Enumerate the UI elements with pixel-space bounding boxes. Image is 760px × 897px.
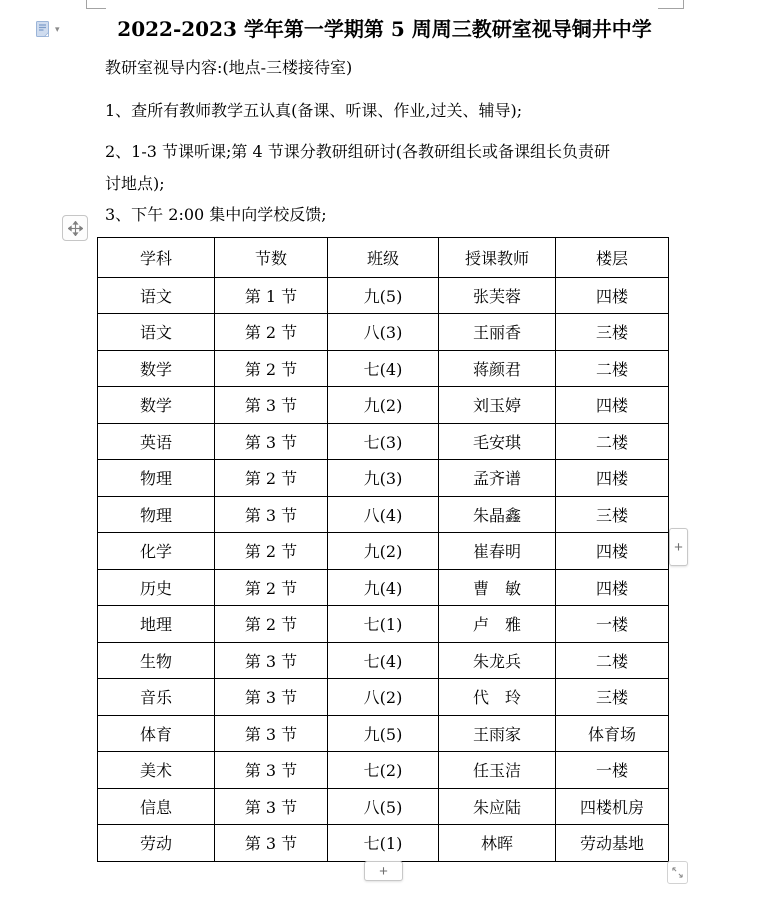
header-period[interactable]: 节数 <box>215 238 328 278</box>
header-teacher[interactable]: 授课教师 <box>439 238 556 278</box>
table-row <box>98 679 669 716</box>
table-row <box>98 606 669 643</box>
diagonal-resize-icon <box>671 866 684 879</box>
table-move-handle[interactable] <box>62 215 88 241</box>
table-cell[interactable]: 崔春明 <box>439 533 556 570</box>
table-cell[interactable]: 英语 <box>98 423 215 460</box>
table-cell[interactable]: 四楼 <box>556 277 669 314</box>
table-cell[interactable]: 七(4) <box>328 350 439 387</box>
paste-options-icon <box>34 20 52 39</box>
table-cell[interactable]: 物理 <box>98 460 215 497</box>
table-cell[interactable]: 三楼 <box>556 314 669 351</box>
table-cell[interactable]: 语文 <box>98 314 215 351</box>
table-cell[interactable]: 七(1) <box>328 825 439 862</box>
table-cell[interactable]: 三楼 <box>556 679 669 716</box>
table-cell[interactable]: 九(2) <box>328 533 439 570</box>
table-cell[interactable]: 第 2 节 <box>215 533 328 570</box>
table-cell[interactable]: 九(2) <box>328 387 439 424</box>
table-cell[interactable]: 体育场 <box>556 715 669 752</box>
table-cell[interactable]: 第 3 节 <box>215 642 328 679</box>
table-cell[interactable]: 王丽香 <box>439 314 556 351</box>
table-row <box>98 350 669 387</box>
table-cell[interactable]: 第 3 节 <box>215 496 328 533</box>
table-row <box>98 569 669 606</box>
table-cell[interactable]: 物理 <box>98 496 215 533</box>
table-cell[interactable]: 数学 <box>98 387 215 424</box>
table-cell[interactable]: 九(5) <box>328 277 439 314</box>
table-cell[interactable]: 七(4) <box>328 642 439 679</box>
paragraph-item-1[interactable]: 1、查所有教师教学五认真(备课、听课、作业,过关、辅导); <box>105 101 523 120</box>
table-row <box>98 423 669 460</box>
paragraph-item-2-line-1[interactable]: 2、1-3 节课听课;第 4 节课分教研组研讨(各教研组长或备课组长负责研 <box>105 142 611 161</box>
table-row <box>98 460 669 497</box>
table-cell[interactable]: 七(2) <box>328 752 439 789</box>
table-cell[interactable]: 曹 敏 <box>439 569 556 606</box>
table-cell[interactable]: 二楼 <box>556 350 669 387</box>
table-cell[interactable]: 三楼 <box>556 496 669 533</box>
table-cell[interactable]: 第 2 节 <box>215 350 328 387</box>
table-header-row <box>98 238 669 278</box>
table-cell[interactable]: 劳动 <box>98 825 215 862</box>
table-resize-handle[interactable] <box>667 861 688 884</box>
table-cell[interactable]: 四楼机房 <box>556 788 669 825</box>
table-cell[interactable]: 信息 <box>98 788 215 825</box>
table-cell[interactable]: 生物 <box>98 642 215 679</box>
table-cell[interactable]: 朱应陆 <box>439 788 556 825</box>
table-cell[interactable]: 朱龙兵 <box>439 642 556 679</box>
table-cell[interactable]: 九(4) <box>328 569 439 606</box>
table-row <box>98 533 669 570</box>
table-cell[interactable]: 二楼 <box>556 642 669 679</box>
table-cell[interactable]: 第 2 节 <box>215 314 328 351</box>
table-cell[interactable]: 林晖 <box>439 825 556 862</box>
margin-corner-mark-left <box>86 0 106 9</box>
table-cell[interactable]: 九(5) <box>328 715 439 752</box>
header-subject[interactable]: 学科 <box>98 238 215 278</box>
table-cell[interactable]: 张芙蓉 <box>439 277 556 314</box>
paragraph-intro[interactable]: 教研室视导内容:(地点-三楼接待室) <box>105 58 353 77</box>
chevron-down-icon[interactable]: ▾ <box>55 23 60 34</box>
table-row <box>98 387 669 424</box>
table-cell[interactable]: 第 2 节 <box>215 606 328 643</box>
paste-options-button[interactable] <box>34 17 70 41</box>
header-floor[interactable]: 楼层 <box>556 238 669 278</box>
table-row <box>98 277 669 314</box>
insert-column-button[interactable]: + <box>669 528 688 566</box>
table-cell[interactable]: 第 3 节 <box>215 679 328 716</box>
table-row <box>98 496 669 533</box>
table-cell[interactable]: 数学 <box>98 350 215 387</box>
table-cell[interactable]: 王雨家 <box>439 715 556 752</box>
table-cell[interactable]: 四楼 <box>556 569 669 606</box>
table-cell[interactable]: 二楼 <box>556 423 669 460</box>
table-row <box>98 642 669 679</box>
document-title[interactable]: 2022-2023 学年第一学期第 5 周周三教研室视导铜井中学 <box>117 17 652 41</box>
table-cell[interactable]: 九(3) <box>328 460 439 497</box>
table-cell[interactable]: 四楼 <box>556 533 669 570</box>
header-class[interactable]: 班级 <box>328 238 439 278</box>
table-cell[interactable]: 一楼 <box>556 606 669 643</box>
table-row <box>98 715 669 752</box>
insert-row-button[interactable]: + <box>364 861 403 881</box>
table-cell[interactable]: 化学 <box>98 533 215 570</box>
table-cell[interactable]: 八(2) <box>328 679 439 716</box>
table-cell[interactable]: 七(1) <box>328 606 439 643</box>
margin-corner-mark-right <box>658 0 684 9</box>
table-cell[interactable]: 八(3) <box>328 314 439 351</box>
table-cell[interactable]: 第 3 节 <box>215 752 328 789</box>
table-cell[interactable]: 体育 <box>98 715 215 752</box>
table-cell[interactable]: 第 2 节 <box>215 569 328 606</box>
table-row <box>98 314 669 351</box>
table-cell[interactable]: 第 3 节 <box>215 423 328 460</box>
table-cell[interactable]: 第 3 节 <box>215 825 328 862</box>
table-cell[interactable]: 八(5) <box>328 788 439 825</box>
table-row <box>98 752 669 789</box>
table-cell[interactable]: 音乐 <box>98 679 215 716</box>
table-row <box>98 788 669 825</box>
schedule-table <box>97 237 669 862</box>
table-cell[interactable]: 毛安琪 <box>439 423 556 460</box>
table-cell[interactable]: 代 玲 <box>439 679 556 716</box>
paragraph-item-3[interactable]: 3、下午 2:00 集中向学校反馈; <box>105 205 327 224</box>
table-cell[interactable]: 语文 <box>98 277 215 314</box>
table-cell[interactable]: 任玉洁 <box>439 752 556 789</box>
table-cell[interactable]: 历史 <box>98 569 215 606</box>
table-cell[interactable]: 第 1 节 <box>215 277 328 314</box>
table-cell[interactable]: 一楼 <box>556 752 669 789</box>
table-cell[interactable]: 孟齐谱 <box>439 460 556 497</box>
table-cell[interactable]: 美术 <box>98 752 215 789</box>
table-cell[interactable]: 八(4) <box>328 496 439 533</box>
table-row <box>98 825 669 862</box>
table-cell[interactable]: 朱晶鑫 <box>439 496 556 533</box>
table-cell[interactable]: 劳动基地 <box>556 825 669 862</box>
table-cell[interactable]: 四楼 <box>556 460 669 497</box>
table-cell[interactable]: 蒋颜君 <box>439 350 556 387</box>
table-cell[interactable]: 四楼 <box>556 387 669 424</box>
table-cell[interactable]: 第 3 节 <box>215 788 328 825</box>
table-cell[interactable]: 第 2 节 <box>215 460 328 497</box>
table-cell[interactable]: 卢 雅 <box>439 606 556 643</box>
table-cell[interactable]: 第 3 节 <box>215 715 328 752</box>
table-cell[interactable]: 第 3 节 <box>215 387 328 424</box>
four-way-arrow-icon <box>68 221 83 236</box>
table-cell[interactable]: 地理 <box>98 606 215 643</box>
table-cell[interactable]: 七(3) <box>328 423 439 460</box>
paragraph-item-2-line-2[interactable]: 讨地点); <box>105 174 165 193</box>
table-cell[interactable]: 刘玉婷 <box>439 387 556 424</box>
